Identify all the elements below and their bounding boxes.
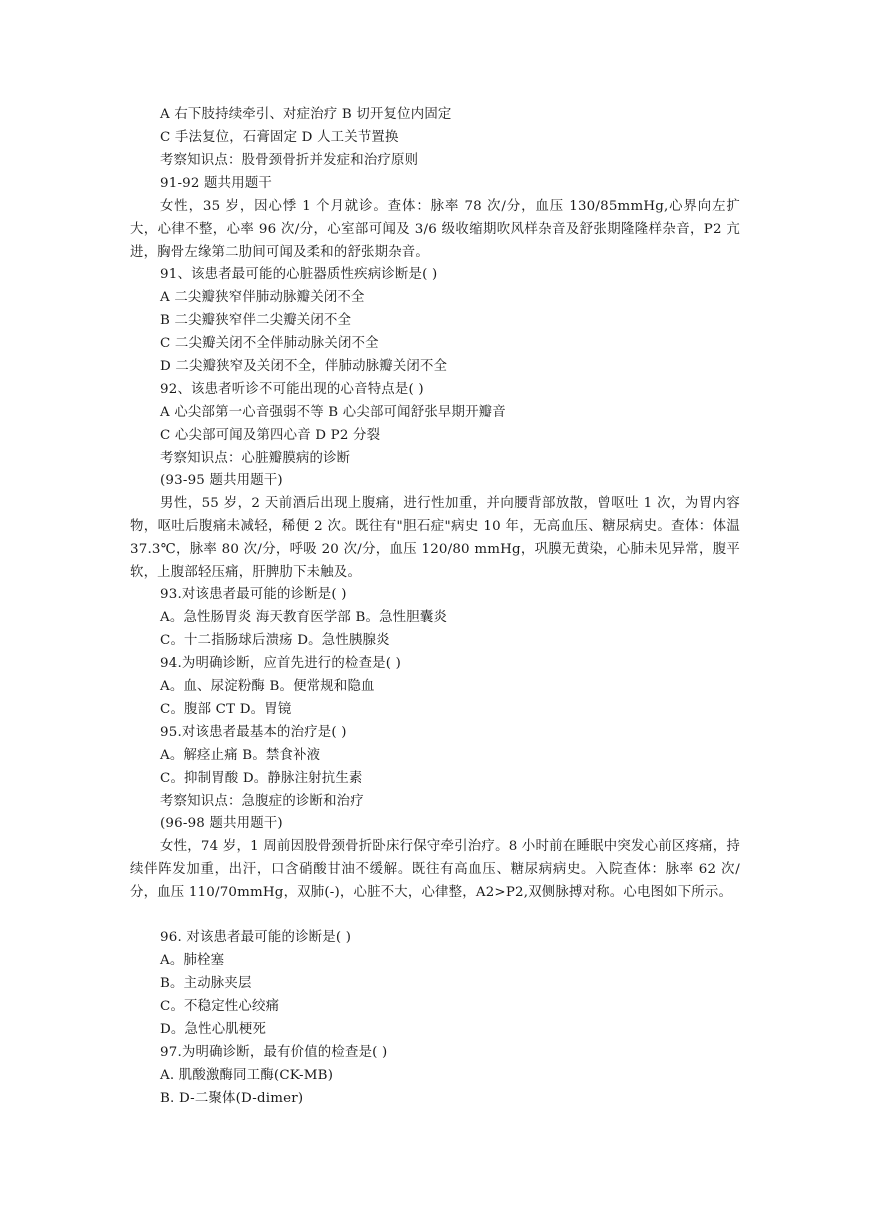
option-line: A。肺栓塞: [160, 953, 225, 968]
question-group-heading: 91-92 题共用题干: [160, 176, 273, 191]
case-stem-paragraph: 男性，55 岁，2 天前酒后出现上腹痛，进行性加重，并向腰背部放散，曾呕吐 1 次，为胃内容物，呕吐后腹痛未减轻，稀便 2 次。既往有"胆石症"病史 10 年，无高血压、糖尿病史。查体：体温 37.3℃，脉率 80 次/分，呼吸 20 次/分，血压 120/80 mmHg，巩膜无黄染，心肺未见异常，腹平软，上腹部轻压痛，肝脾肋下未触及。: [130, 496, 740, 580]
option-line: A。血、尿淀粉酶 B。便常规和隐血: [160, 679, 375, 694]
case-stem-paragraph: 女性，74 岁，1 周前因股骨颈骨折卧床行保守牵引治疗。8 小时前在睡眠中突发心前区疼痛，持续伴阵发加重，出汗，口含硝酸甘油不缓解。既往有高血压、糖尿病病史。入院查体：脉率 62 次/分，血压 110/70mmHg，双肺(-)，心脏不大，心律整，A2>P2,双侧脉搏对称。心电图如下所示。: [130, 839, 740, 900]
question-line: 97.为明确诊断，最有价值的检查是( ): [160, 1045, 388, 1060]
knowledge-point: 考察知识点：股骨颈骨折并发症和治疗原则: [160, 153, 419, 168]
option-line: A 二尖瓣狭窄伴肺动脉瓣关闭不全: [160, 290, 365, 305]
option-line: A 心尖部第一心音强弱不等 B 心尖部可闻舒张早期开瓣音: [160, 405, 506, 420]
question-line: 91、该患者最可能的心脏器质性疾病诊断是( ): [160, 267, 438, 282]
option-line: C 二尖瓣关闭不全伴肺动脉关闭不全: [160, 336, 379, 351]
knowledge-point: 考察知识点：心脏瓣膜病的诊断: [160, 451, 351, 466]
option-line: B 二尖瓣狭窄伴二尖瓣关闭不全: [160, 313, 352, 328]
question-line: 93.对该患者最可能的诊断是( ): [160, 587, 347, 602]
option-line: C 心尖部可闻及第四心音 D P2 分裂: [160, 428, 381, 443]
option-line: B。主动脉夹层: [160, 976, 252, 991]
option-line: C。抑制胃酸 D。静脉注射抗生素: [160, 771, 363, 786]
question-group-heading: (93-95 题共用题干): [160, 473, 283, 488]
option-line: C。不稳定性心绞痛: [160, 999, 280, 1014]
question-line: 94.为明确诊断，应首先进行的检查是( ): [160, 656, 402, 671]
option-line: A。急性肠胃炎 海天教育医学部 B。急性胆囊炎: [160, 610, 448, 625]
option-line: C 手法复位，石膏固定 D 人工关节置换: [160, 130, 399, 145]
question-line: 96. 对该患者最可能的诊断是( ): [160, 930, 352, 945]
option-line: D 二尖瓣狭窄及关闭不全，伴肺动脉瓣关闭不全: [160, 359, 448, 374]
option-line: C。十二指肠球后溃疡 D。急性胰腺炎: [160, 633, 390, 648]
question-line: 92、该患者听诊不可能出现的心音特点是( ): [160, 382, 424, 397]
option-line: D。急性心肌梗死: [160, 1022, 267, 1037]
option-line: A。解痉止痛 B。禁食补液: [160, 748, 321, 763]
option-line: A. 肌酸激酶同工酶(CK-MB): [160, 1068, 334, 1083]
knowledge-point: 考察知识点：急腹症的诊断和治疗: [160, 794, 364, 809]
option-line: B. D-二聚体(D-dimer): [160, 1091, 304, 1106]
case-stem-paragraph: 女性，35 岁，因心悸 1 个月就诊。查体：脉率 78 次/分，血压 130/85mmHg,心界向左扩大，心律不整，心率 96 次/分，心室部可闻及 3/6 级收缩期吹风样杂音及舒张期隆隆样杂音，P2 亢进，胸骨左缘第二肋间可闻及柔和的舒张期杂音。: [130, 199, 740, 260]
question-group-heading: (96-98 题共用题干): [160, 816, 283, 831]
question-line: 95.对该患者最基本的治疗是( ): [160, 725, 347, 740]
option-line: A 右下肢持续牵引、对症治疗 B 切开复位内固定: [160, 107, 452, 122]
option-line: C。腹部 CT D。胃镜: [160, 702, 292, 717]
